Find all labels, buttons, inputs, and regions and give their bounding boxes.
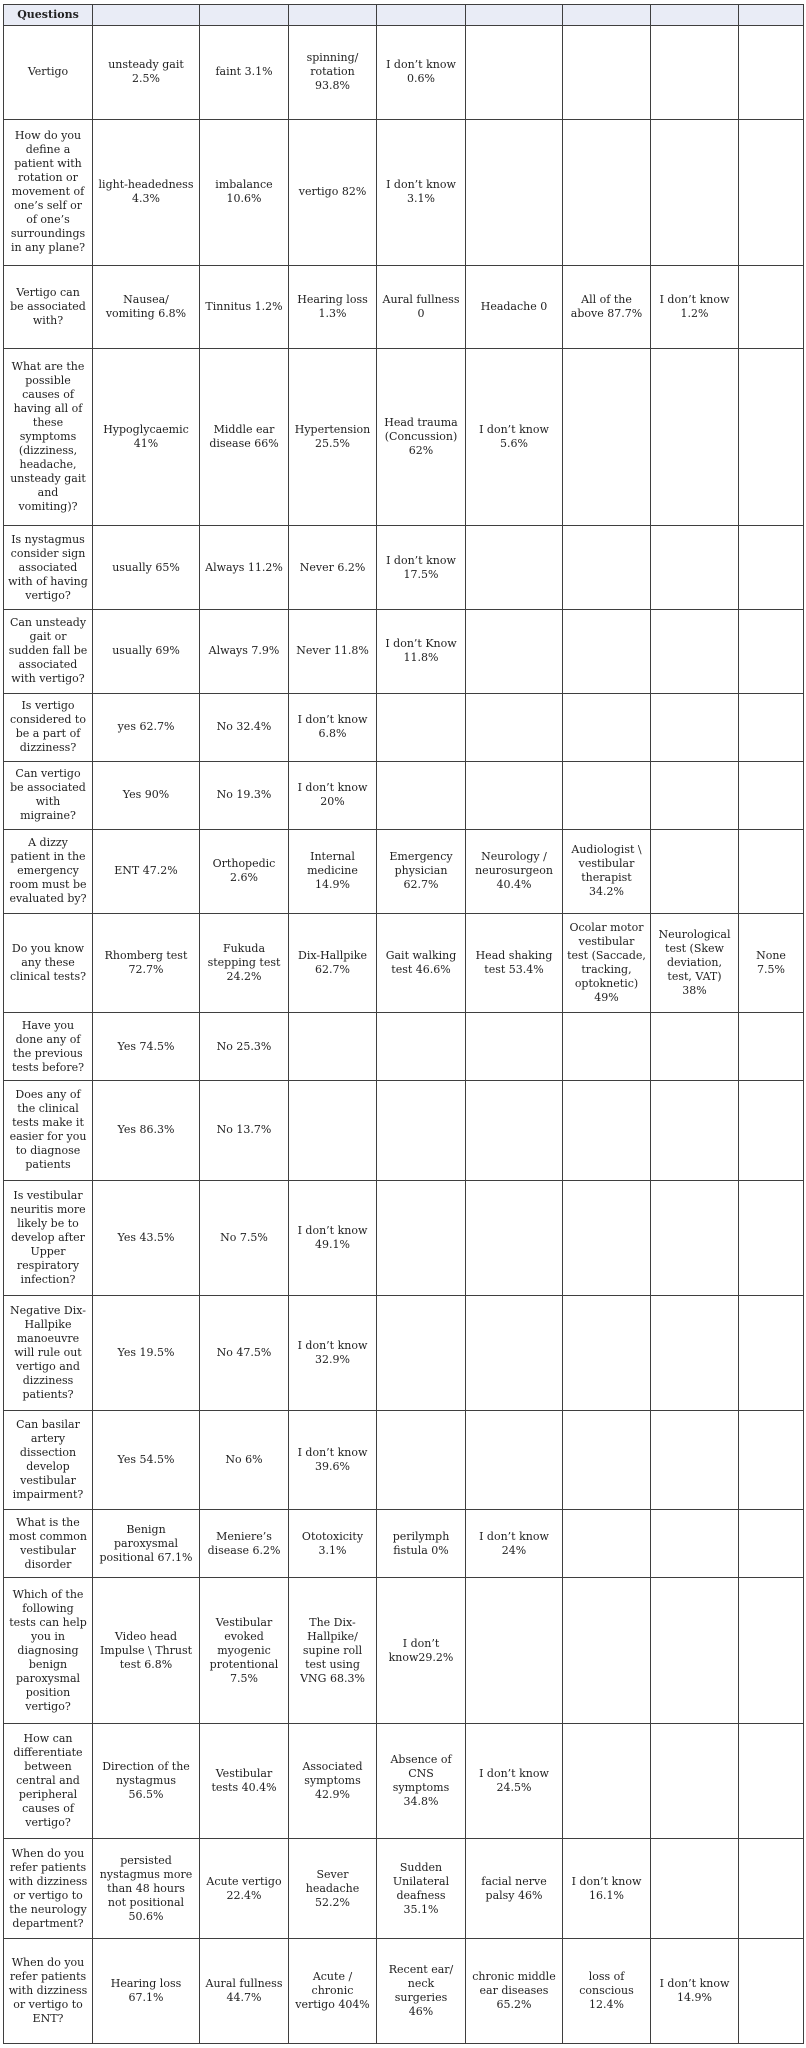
answer-cell	[466, 1578, 563, 1724]
answer-cell: Yes 54.5%	[93, 1410, 200, 1509]
answer-cell: I don’t know 3.1%	[377, 119, 466, 265]
answer-cell: Absence of CNS symptoms 34.8%	[377, 1724, 466, 1839]
answer-cell	[651, 1180, 739, 1295]
answer-cell: Aural fullness 44.7%	[200, 1938, 289, 2043]
answer-cell	[466, 1295, 563, 1410]
answer-cell	[739, 348, 804, 526]
table-row	[4, 1295, 804, 1410]
answer-cell: Vestibular tests 40.4%	[200, 1724, 289, 1839]
answer-cell	[563, 1081, 651, 1180]
answer-cell: No 47.5%	[200, 1295, 289, 1410]
answer-cell: facial nerve palsy 46%	[466, 1839, 563, 1938]
answer-cell	[651, 761, 739, 829]
answer-cell	[739, 526, 804, 610]
answer-cell: The Dix-Hallpike/ supine roll test using VNG 68.3%	[289, 1578, 377, 1724]
answer-cell	[651, 526, 739, 610]
table-row	[4, 1938, 804, 2043]
header-cell	[289, 5, 377, 26]
answer-cell: I don’t know29.2%	[377, 1578, 466, 1724]
table-row	[4, 693, 804, 761]
question-cell: Does any of the clinical tests make it easier for you to diagnose patients	[4, 1081, 93, 1180]
answer-cell	[563, 348, 651, 526]
survey-results-table	[3, 4, 804, 2044]
question-cell: When do you refer patients with dizziness or vertigo to the neurology department?	[4, 1839, 93, 1938]
answer-cell	[739, 1578, 804, 1724]
answer-cell	[651, 1410, 739, 1509]
answer-cell: Recent ear/ neck surgeries 46%	[377, 1938, 466, 2043]
answer-cell: Hearing loss 1.3%	[289, 266, 377, 349]
answer-cell	[563, 1295, 651, 1410]
answer-cell: I don’t know 0.6%	[377, 26, 466, 120]
answer-cell: yes 62.7%	[93, 693, 200, 761]
answer-cell	[563, 1510, 651, 1578]
answer-cell	[377, 1180, 466, 1295]
table-row	[4, 26, 804, 120]
answer-cell: Yes 74.5%	[93, 1013, 200, 1081]
answer-cell: I don’t Know 11.8%	[377, 610, 466, 694]
answer-cell: Sudden Unilateral deafness 35.1%	[377, 1839, 466, 1938]
answer-cell	[563, 693, 651, 761]
answer-cell	[377, 693, 466, 761]
answer-cell	[563, 761, 651, 829]
table-row	[4, 526, 804, 610]
answer-cell: I don’t know 39.6%	[289, 1410, 377, 1509]
answer-cell	[377, 1081, 466, 1180]
table-row	[4, 1578, 804, 1724]
question-cell: Vertigo can be associated with?	[4, 266, 93, 349]
answer-cell: No 6%	[200, 1410, 289, 1509]
answer-cell: I don’t know 32.9%	[289, 1295, 377, 1410]
question-cell: Negative Dix- Hallpike manoeuvre will rule out vertigo and dizziness patients?	[4, 1295, 93, 1410]
answer-cell	[739, 610, 804, 694]
answer-cell: imbalance 10.6%	[200, 119, 289, 265]
answer-cell: vertigo 82%	[289, 119, 377, 265]
answer-cell	[377, 761, 466, 829]
answer-cell: Gait walking test 46.6%	[377, 913, 466, 1012]
answer-cell: Benign paroxysmal positional 67.1%	[93, 1510, 200, 1578]
table-row	[4, 266, 804, 349]
table-row	[4, 1180, 804, 1295]
answer-cell: usually 69%	[93, 610, 200, 694]
answer-cell: Never 11.8%	[289, 610, 377, 694]
answer-cell	[739, 119, 804, 265]
question-cell: Is nystagmus consider sign associated with of having vertigo?	[4, 526, 93, 610]
answer-cell: Fukuda stepping test 24.2%	[200, 913, 289, 1012]
answer-cell	[466, 526, 563, 610]
answer-cell: I don’t know 17.5%	[377, 526, 466, 610]
answer-cell	[739, 1180, 804, 1295]
answer-cell	[651, 1081, 739, 1180]
answer-cell: Yes 43.5%	[93, 1180, 200, 1295]
answer-cell: Aural fullness 0	[377, 266, 466, 349]
answer-cell: Hearing loss 67.1%	[93, 1938, 200, 2043]
answer-cell: Acute vertigo 22.4%	[200, 1839, 289, 1938]
answer-cell: Always 11.2%	[200, 526, 289, 610]
answer-cell: I don’t know 16.1%	[563, 1839, 651, 1938]
answer-cell	[651, 610, 739, 694]
answer-cell: No 7.5%	[200, 1180, 289, 1295]
question-cell: Is vertigo considered to be a part of dizziness?	[4, 693, 93, 761]
answer-cell: Video head Impulse \ Thrust test 6.8%	[93, 1578, 200, 1724]
answer-cell	[651, 1578, 739, 1724]
table-row	[4, 1410, 804, 1509]
answer-cell: Head trauma (Concussion) 62%	[377, 348, 466, 526]
answer-cell: loss of conscious 12.4%	[563, 1938, 651, 2043]
answer-cell: I don’t know 20%	[289, 761, 377, 829]
header-cell	[466, 5, 563, 26]
answer-cell: Yes 19.5%	[93, 1295, 200, 1410]
answer-cell	[563, 526, 651, 610]
question-cell: Can basilar artery dissection develop vestibular impairment?	[4, 1410, 93, 1509]
answer-cell: No 19.3%	[200, 761, 289, 829]
answer-cell: Dix-Hallpike 62.7%	[289, 913, 377, 1012]
table-row	[4, 1510, 804, 1578]
answer-cell	[651, 348, 739, 526]
table-row	[4, 1081, 804, 1180]
answer-cell	[651, 830, 739, 914]
question-cell: Which of the following tests can help you in diagnosing benign paroxysmal position vertigo?	[4, 1578, 93, 1724]
answer-cell: I don’t know 1.2%	[651, 266, 739, 349]
answer-cell: unsteady gait 2.5%	[93, 26, 200, 120]
answer-cell	[563, 1180, 651, 1295]
answer-cell	[651, 1839, 739, 1938]
answer-cell: Never 6.2%	[289, 526, 377, 610]
question-cell: When do you refer patients with dizziness or vertigo to ENT?	[4, 1938, 93, 2043]
answer-cell	[739, 26, 804, 120]
question-cell: What is the most common vestibular disorder	[4, 1510, 93, 1578]
answer-cell	[466, 1410, 563, 1509]
answer-cell	[563, 119, 651, 265]
answer-cell: spinning/ rotation 93.8%	[289, 26, 377, 120]
header-cell	[651, 5, 739, 26]
table-header-row	[4, 5, 804, 26]
question-cell: A dizzy patient in the emergency room must be evaluated by?	[4, 830, 93, 914]
answer-cell	[651, 26, 739, 120]
answer-cell	[466, 1081, 563, 1180]
answer-cell: Neurological test (Skew deviation, test, VAT) 38%	[651, 913, 739, 1012]
answer-cell	[651, 1724, 739, 1839]
answer-cell	[739, 266, 804, 349]
table-row	[4, 1839, 804, 1938]
answer-cell	[739, 1410, 804, 1509]
answer-cell: Middle ear disease 66%	[200, 348, 289, 526]
answer-cell: ENT 47.2%	[93, 830, 200, 914]
answer-cell	[466, 761, 563, 829]
answer-cell	[739, 1013, 804, 1081]
answer-cell	[651, 1013, 739, 1081]
answer-cell: Associated symptoms 42.9%	[289, 1724, 377, 1839]
questions-header: Questions	[4, 5, 93, 26]
table-row	[4, 1013, 804, 1081]
answer-cell: I don’t know 49.1%	[289, 1180, 377, 1295]
answer-cell	[563, 610, 651, 694]
answer-cell	[563, 26, 651, 120]
answer-cell: usually 65%	[93, 526, 200, 610]
answer-cell: I don’t know 24%	[466, 1510, 563, 1578]
answer-cell: I don’t know 6.8%	[289, 693, 377, 761]
table-row	[4, 1724, 804, 1839]
answer-cell: light-headedness 4.3%	[93, 119, 200, 265]
answer-cell: Orthopedic 2.6%	[200, 830, 289, 914]
answer-cell: Nausea/ vomiting 6.8%	[93, 266, 200, 349]
table-row	[4, 348, 804, 526]
answer-cell	[466, 1013, 563, 1081]
answer-cell: Ocolar motor vestibular test (Saccade, tracking, optoknetic) 49%	[563, 913, 651, 1012]
answer-cell	[651, 1295, 739, 1410]
answer-cell	[466, 1180, 563, 1295]
answer-cell: Head shaking test 53.4%	[466, 913, 563, 1012]
answer-cell	[466, 26, 563, 120]
answer-cell: No 13.7%	[200, 1081, 289, 1180]
answer-cell	[739, 761, 804, 829]
answer-cell: Yes 86.3%	[93, 1081, 200, 1180]
header-cell	[200, 5, 289, 26]
answer-cell: Vestibular evoked myogenic protentional 7.5%	[200, 1578, 289, 1724]
answer-cell: Yes 90%	[93, 761, 200, 829]
table-row	[4, 610, 804, 694]
answer-cell	[563, 1578, 651, 1724]
answer-cell	[466, 693, 563, 761]
answer-cell: Tinnitus 1.2%	[200, 266, 289, 349]
answer-cell	[651, 119, 739, 265]
answer-cell	[739, 1081, 804, 1180]
table-body	[4, 26, 804, 2044]
answer-cell	[377, 1295, 466, 1410]
answer-cell: All of the above 87.7%	[563, 266, 651, 349]
answer-cell: chronic middle ear diseases 65.2%	[466, 1938, 563, 2043]
answer-cell	[739, 693, 804, 761]
question-cell: Have you done any of the previous tests before?	[4, 1013, 93, 1081]
answer-cell: Hypertension 25.5%	[289, 348, 377, 526]
answer-cell: I don’t know 14.9%	[651, 1938, 739, 2043]
answer-cell	[289, 1013, 377, 1081]
question-cell: How can differentiate between central and peripheral causes of vertigo?	[4, 1724, 93, 1839]
table-row	[4, 913, 804, 1012]
header-cell	[739, 5, 804, 26]
answer-cell	[563, 1724, 651, 1839]
answer-cell	[739, 1938, 804, 2043]
answer-cell: Rhomberg test 72.7%	[93, 913, 200, 1012]
header-cell	[377, 5, 466, 26]
answer-cell	[377, 1410, 466, 1509]
question-cell: Can vertigo be associated with migraine?	[4, 761, 93, 829]
question-cell: Do you know any these clinical tests?	[4, 913, 93, 1012]
answer-cell: Direction of the nystagmus 56.5%	[93, 1724, 200, 1839]
answer-cell: No 32.4%	[200, 693, 289, 761]
question-cell: Can unsteady gait or sudden fall be associated with vertigo?	[4, 610, 93, 694]
answer-cell: perilymph fistula 0%	[377, 1510, 466, 1578]
question-cell: How do you define a patient with rotation or movement of one’s self or of one’s surroundings in any plane?	[4, 119, 93, 265]
answer-cell: Neurology / neurosurgeon 40.4%	[466, 830, 563, 914]
header-cell	[93, 5, 200, 26]
answer-cell	[651, 1510, 739, 1578]
answer-cell: Sever headache 52.2%	[289, 1839, 377, 1938]
question-cell: Vertigo	[4, 26, 93, 120]
answer-cell	[739, 1295, 804, 1410]
answer-cell	[377, 1013, 466, 1081]
table-row	[4, 119, 804, 265]
question-cell: What are the possible causes of having all of these symptoms (dizziness, headache, unsteady gait and vomiting)?	[4, 348, 93, 526]
answer-cell	[651, 693, 739, 761]
answer-cell: I don’t know 24.5%	[466, 1724, 563, 1839]
answer-cell	[739, 830, 804, 914]
answer-cell: Meniere’s disease 6.2%	[200, 1510, 289, 1578]
answer-cell	[739, 1510, 804, 1578]
answer-cell	[739, 1839, 804, 1938]
table-row	[4, 830, 804, 914]
answer-cell: Audiologist \ vestibular therapist 34.2%	[563, 830, 651, 914]
answer-cell	[466, 610, 563, 694]
answer-cell: Always 7.9%	[200, 610, 289, 694]
answer-cell	[289, 1081, 377, 1180]
answer-cell: No 25.3%	[200, 1013, 289, 1081]
table-row	[4, 761, 804, 829]
answer-cell: Internal medicine 14.9%	[289, 830, 377, 914]
answer-cell: Ototoxicity 3.1%	[289, 1510, 377, 1578]
answer-cell: Headache 0	[466, 266, 563, 349]
answer-cell	[563, 1410, 651, 1509]
answer-cell	[563, 1013, 651, 1081]
answer-cell	[466, 119, 563, 265]
answer-cell: Acute / chronic vertigo 404%	[289, 1938, 377, 2043]
answer-cell: persisted nystagmus more than 48 hours not positional 50.6%	[93, 1839, 200, 1938]
answer-cell	[739, 1724, 804, 1839]
answer-cell: I don’t know 5.6%	[466, 348, 563, 526]
header-cell	[563, 5, 651, 26]
answer-cell: Hypoglycaemic 41%	[93, 348, 200, 526]
answer-cell: Emergency physician 62.7%	[377, 830, 466, 914]
question-cell: Is vestibular neuritis more likely be to develop after Upper respiratory infection?	[4, 1180, 93, 1295]
answer-cell: None 7.5%	[739, 913, 804, 1012]
answer-cell: faint 3.1%	[200, 26, 289, 120]
